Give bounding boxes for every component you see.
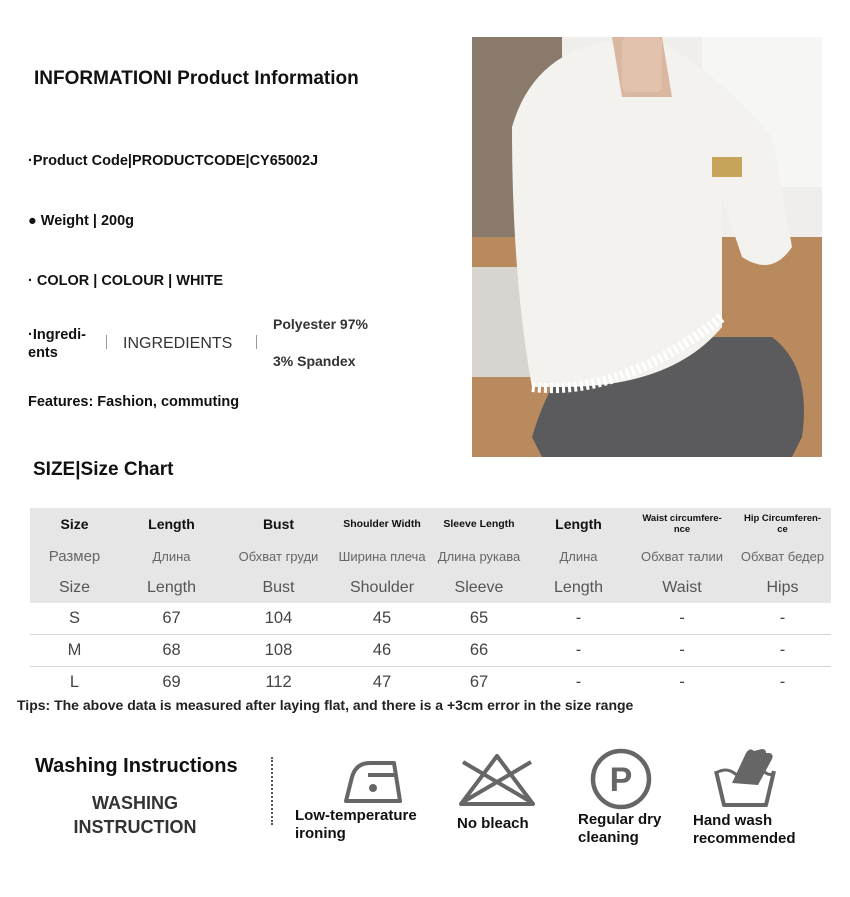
table-russian-row [30, 540, 831, 572]
table-cell: Size [30, 572, 119, 603]
table-header-cell: Bust [224, 508, 333, 540]
table-header-cell: Waist circumfere- nce [630, 508, 734, 540]
divider [271, 757, 273, 825]
weight: ● Weight | 200g [28, 213, 135, 229]
hand-wash-icon [712, 747, 778, 814]
table-cell: 112 [265, 673, 292, 691]
table-cell: Length [527, 572, 630, 603]
table-cell: - [630, 603, 734, 635]
washing-subtitle-line: INSTRUCTION [73, 817, 197, 837]
iron-icon [338, 755, 408, 812]
table-cell: 65 [431, 603, 527, 635]
table-header-cell: Shoulder Width [333, 508, 431, 540]
table-cell: 69 [162, 673, 181, 691]
size-table [30, 508, 831, 698]
table-cell: S [30, 603, 119, 635]
table-cell: 47 [372, 673, 392, 691]
info-heading: INFORMATIONI Product Information [34, 68, 359, 89]
table-cell: - [734, 635, 831, 667]
table-cell: Обхват талии [630, 540, 734, 572]
table-cell: 104 [224, 603, 333, 635]
table-header-cell: Length [527, 508, 630, 540]
table-cell: - [575, 673, 582, 691]
washing-title: Washing Instructions [35, 755, 238, 777]
features: Features: Fashion, commuting [28, 394, 240, 410]
washing-subtitle [40, 791, 230, 839]
ingredients-en: INGREDIENTS [123, 335, 233, 352]
table-header-row [30, 508, 831, 540]
table-row [30, 603, 831, 635]
table-cell: 46 [333, 635, 431, 667]
table-header-cell: Sleeve Length [431, 508, 527, 540]
wash-label: Regular dry cleaning [578, 811, 662, 846]
product-code: ·Product Code|PRODUCTCODE|CY65002J [28, 153, 319, 169]
wash-label: Low-temperature ironing [295, 807, 417, 842]
table-cell: Hips [734, 572, 831, 603]
table-cell: L [69, 673, 80, 691]
table-cell: 45 [333, 603, 431, 635]
wash-label: Hand wash recommended [693, 812, 796, 847]
table-cell: M [30, 635, 119, 667]
table-cell: 66 [431, 635, 527, 667]
table-cell: - [779, 673, 786, 691]
ingredient-2: 3% Spandex [273, 353, 356, 369]
table-cell: - [679, 673, 685, 691]
table-cell: Обхват бедер [734, 540, 831, 572]
table-row [30, 635, 831, 667]
table-cell: 67 [469, 673, 489, 691]
table-cell: 108 [224, 635, 333, 667]
dry-clean-p-icon [589, 747, 653, 816]
table-cell: - [630, 635, 734, 667]
size-chart-heading: SIZE|Size Chart [33, 459, 174, 480]
table-cell: Waist [630, 572, 734, 603]
product-photo [472, 37, 822, 457]
no-bleach-icon [457, 752, 537, 813]
table-cell: Length [119, 572, 224, 603]
size-tips: Tips: The above data is measured after laying flat, and there is a +3cm error in the size range [17, 697, 634, 713]
table-cell: Длина [119, 540, 224, 572]
table-header-cell: Size [30, 508, 119, 540]
svg-text:P: P [609, 761, 633, 799]
table-cell: Длина [527, 540, 630, 572]
table-cell: - [527, 603, 630, 635]
table-cell: Shoulder [333, 572, 431, 603]
table-english-row [30, 572, 831, 603]
table-header-cell: Hip Circumferen- ce [734, 508, 831, 540]
ingredients-label: ·Ingredi- ents [28, 327, 86, 361]
table-cell: Ширина плеча [333, 540, 431, 572]
table-cell: Bust [224, 572, 333, 603]
table-cell: Sleeve [431, 572, 527, 603]
table-cell: 67 [119, 603, 224, 635]
table-cell: Размер [30, 540, 119, 572]
table-cell: Длина рукава [431, 540, 527, 572]
color: · COLOR | COLOUR | WHITE [28, 273, 223, 289]
ingredient-1: Polyester 97% [273, 316, 368, 332]
divider [106, 335, 107, 349]
table-cell: Обхват груди [224, 540, 333, 572]
table-cell: 68 [119, 635, 224, 667]
wash-label: No bleach [457, 815, 529, 832]
table-cell: - [527, 635, 630, 667]
table-header-cell: Length [119, 508, 224, 540]
washing-subtitle-line: WASHING [91, 793, 178, 813]
divider [256, 335, 257, 349]
table-cell: - [734, 603, 831, 635]
table-row [30, 667, 831, 699]
